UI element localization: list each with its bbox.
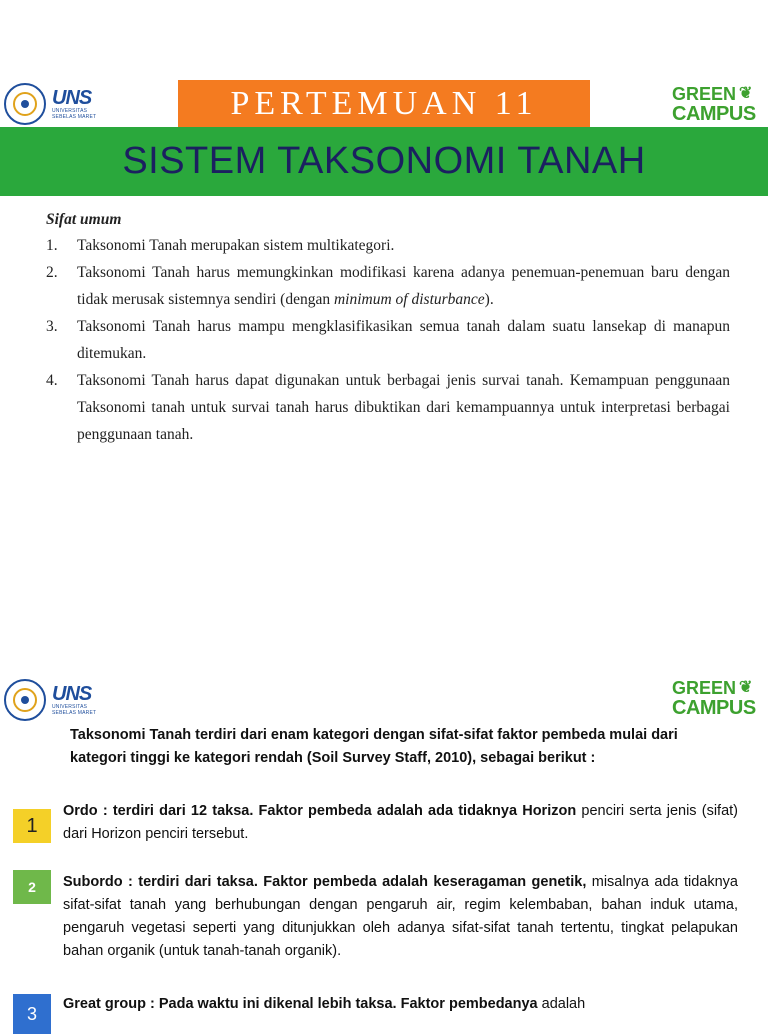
green-campus-line1: GREEN (672, 678, 737, 698)
list-item: 2. Taksonomi Tanah harus memungkinkan modifikasi karena adanya penemuan-penemuan baru dengan tidak merusak sistemnya sendiri (dengan minimum of disturbance). (46, 264, 730, 308)
leaf-icon: ❦ (739, 85, 753, 102)
uns-logo-sub2: SEBELAS MARET (52, 710, 97, 716)
uns-logo-sub1: UNIVERSITAS (52, 108, 88, 114)
list-item: 3. Taksonomi Tanah harus mampu mengklasifikasikan semua tanah dalam suatu lansekap di manapun ditemukan. (46, 318, 730, 362)
uns-logo (4, 80, 104, 128)
title-bar (0, 127, 768, 196)
uns-seal-icon (4, 679, 46, 721)
uns-logo-sub2: SEBELAS MARET (52, 114, 97, 120)
number-badge-3: 3 (13, 994, 51, 1034)
properties-list (46, 232, 730, 448)
meeting-banner-text: PERTEMUAN 11 (230, 85, 538, 122)
list-item: 1. Taksonomi Tanah merupakan sistem multikategori. (46, 237, 395, 254)
uns-seal-icon (4, 83, 46, 125)
section-heading: Sifat umum (46, 211, 122, 228)
uns-logo-sub1: UNIVERSITAS (52, 704, 88, 710)
green-campus-line2: CAMPUS (672, 697, 756, 719)
uns-logo (4, 676, 104, 724)
green-campus-line1: GREEN (672, 84, 737, 104)
meeting-banner (178, 80, 590, 128)
category-subordo: Subordo : terdiri dari taksa. Faktor pembeda adalah keseragaman genetik, misalnya ada tidaknya sifat-sifat tanah yang berhubungan dengan pengaruh air, regim kelembaban, bahan induk utama, pengaruh vegetasi seperti yang ditunjukkan oleh adanya sifat-sifat tanah tertentu, tingkat pelapukan bahan organik (untuk tanah-tanah organik). (63, 874, 738, 959)
green-campus-logo (672, 84, 760, 128)
uns-logo-word: UNS (52, 87, 92, 109)
number-badge-2: 2 (13, 870, 51, 904)
leaf-icon: ❦ (739, 679, 753, 696)
number-badge-1: 1 (13, 809, 51, 843)
list-item: 4. Taksonomi Tanah harus dapat digunakan untuk berbagai jenis survai tanah. Kemampuan penggunaan Taksonomi tanah untuk survai tanah harus dibuktikan dari kemampuannya untuk interpretasi berbagai penggunaan tanah. (46, 372, 730, 443)
category-ordo: Ordo : terdiri dari 12 taksa. Faktor pembeda adalah ada tidaknya Horizon penciri serta jenis (sifat) dari Horizon penciri tersebut. (63, 803, 738, 842)
category-great-group: Great group : Pada waktu ini dikenal lebih taksa. Faktor pembedanya adalah (63, 996, 586, 1012)
general-properties-section (46, 208, 730, 448)
green-campus-line2: CAMPUS (672, 103, 756, 125)
uns-logo-word: UNS (52, 683, 92, 705)
slide-title: SISTEM TAKSONOMI TANAH (122, 140, 646, 182)
green-campus-logo (672, 678, 760, 722)
taxonomy-intro: Taksonomi Tanah terdiri dari enam kategori dengan sifat-sifat faktor pembeda mulai dari kategori tinggi ke kategori rendah (Soil Survey Staff, 2010), sebagai berikut : (70, 727, 678, 766)
